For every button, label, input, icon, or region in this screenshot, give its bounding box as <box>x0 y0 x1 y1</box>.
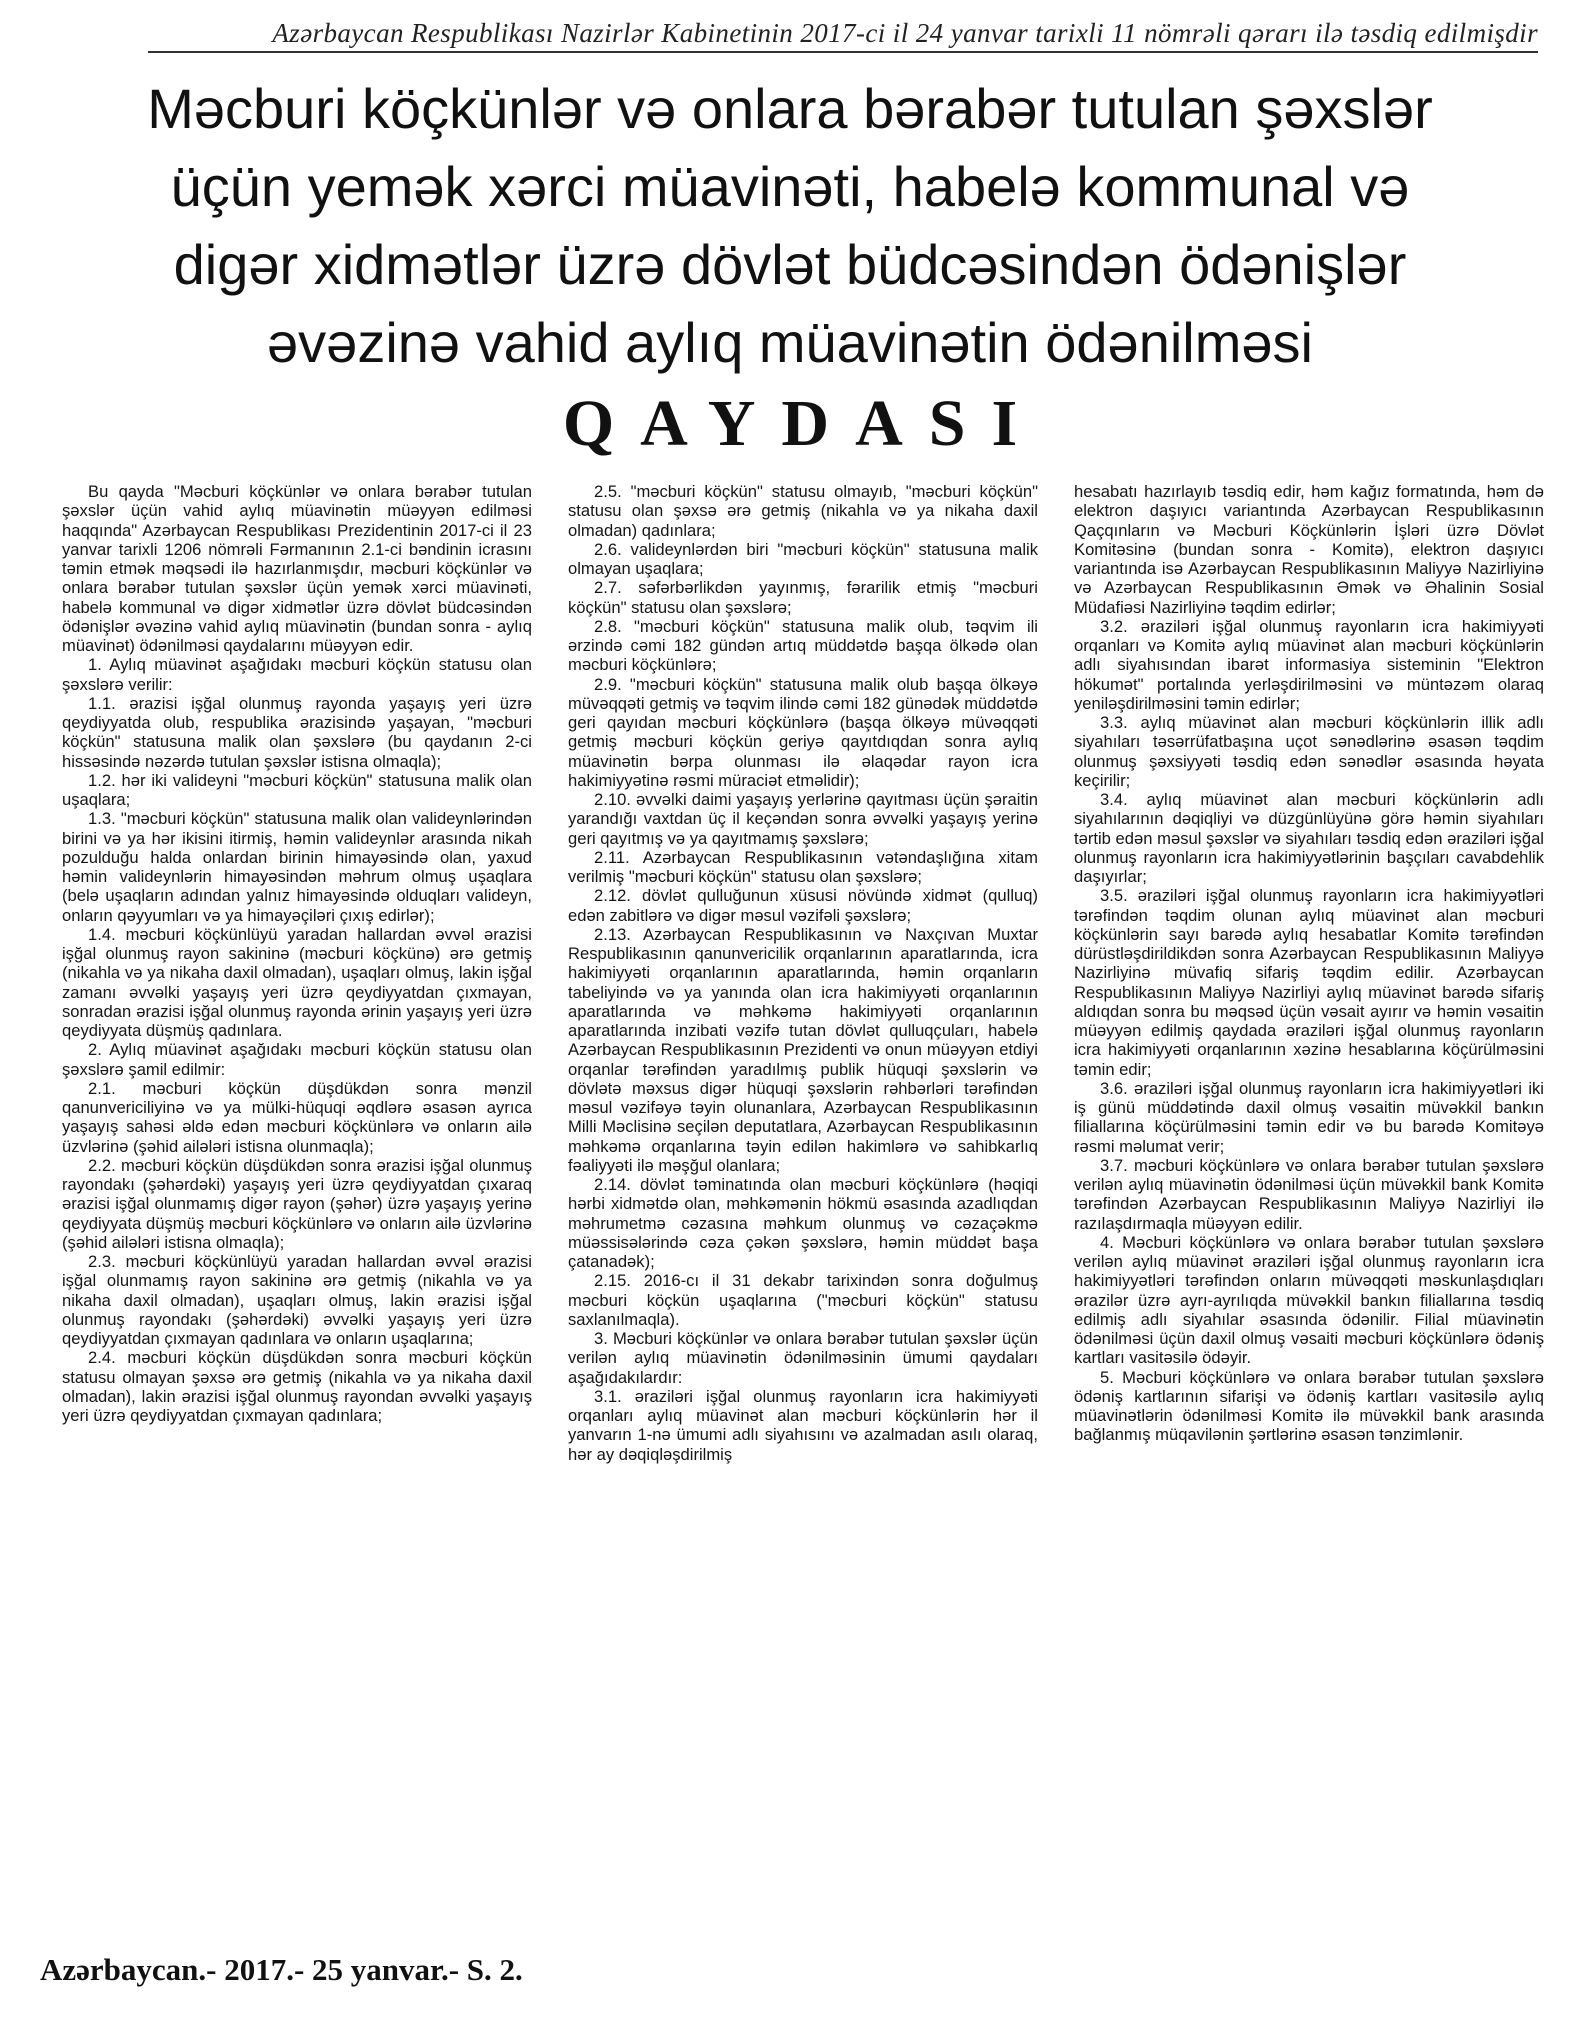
paragraph: 2.3. məcburi köçkünlüyü yaradan hallardan əvvəl ərazisi işğal olunmamış rayon sakininə ərə getmiş (nikahla və ya nikaha daxil olmadan), uşaqları olmuş, lakin ərazisi işğal olunmuş rayondakı (şəhərdəki) əvvəlki yaşayış yeri üzrə qeydiyyatdan çıxmayan qadınlara və onların uşaqlarına; <box>62 1252 532 1348</box>
paragraph: Bu qayda "Məcburi köçkünlər və onlara bərabər tutulan şəxslər üçün vahid aylıq müavinətin müəyyən edilməsi haqqında" Azərbaycan Respublikası Prezidentinin 2017-ci il 23 yanvar tarixli 1206 nömrəli Fərmanının 2.1-ci bəndinin icrasını təmin etmək məqsədi ilə hazırlanmışdır, məcburi köçkünlər və onlara bərabər tutulan şəxslər üçün yemək xərci müavinəti, habelə kommunal və digər xidmətlər üzrə dövlət büdcəsindən ödənişlər əvəzinə vahid aylıq müavinətin (bundan sonra - aylıq müavinət) ödənilməsi qaydalarını müəyyən edir. <box>62 482 532 655</box>
paragraph: 1.3. "məcburi köçkün" statusuna malik olan valideynlərindən birini və ya hər ikisini itirmiş, həmin valideynlər arasında nikah pozulduğu halda onlardan birinin himayəsində olan, yaxud həmin valideynlərin himayəsindən məhrum olmuş uşaqlara (belə uşaqların adından yalnız himayəsində olduqları valideyn, onların qəyyumları və ya himayəçiləri çıxış edirlər); <box>62 809 532 925</box>
paragraph: 1.2. hər iki valideyni "məcburi köçkün" statusuna malik olan uşaqlara; <box>62 770 532 809</box>
text-column-1 <box>62 482 532 1920</box>
paragraph: 2.11. Azərbaycan Respublikasının vətəndaşlığına xitam verilmiş "məcburi köçkün" statusu olan şəxslərə; <box>568 847 1038 886</box>
paragraph: 2.6. valideynlərdən biri "məcburi köçkün" statusuna malik olmayan uşaqlara; <box>568 539 1038 578</box>
paragraph: 2.4. məcburi köçkün düşdükdən sonra məcburi köçkün statusu olmayan şəxsə ərə getmiş (nikahla və ya nikaha daxil olmadan), lakin ərazisi işğal olunmuş rayondan əvvəlki yaşayış yeri üzrə qeydiyyatdan çıxmayan qadınlara; <box>62 1348 532 1425</box>
paragraph: 3.2. əraziləri işğal olunmuş rayonların icra hakimiyyəti orqanları və Komitə aylıq müavinət alan məcburi köçkünlərin adlı siyahısından ibarət informasiya sisteminin "Elektron hökumət" portalında yerləşdirilməsini və müntəzəm olaraq yeniləşdirilməsini təmin edirlər; <box>1074 616 1544 713</box>
paragraph: 2.13. Azərbaycan Respublikasının və Naxçıvan Muxtar Respublikasının qanunvericilik orqanlarının aparatlarında, icra hakimiyyəti orqanlarının aparatlarında, həmin orqanların tabeliyində və ya yanında olan icra hakimiyyəti orqanlarının aparatlarında və məhkəmə hakimiyyəti orqanlarının aparatlarında inzibati vəzifə tutan dövlət qulluqçuları, habelə Azərbaycan Respublikasının Prezidenti və onun müəyyən etdiyi orqanlar tərəfindən yaradılmış publik hüquqi şəxslərin və dövlətə məxsus digər hüquqi şəxslərin rəhbərləri tərəfindən məsul vəzifəyə təyin olunanlara, Azərbaycan Respublikasının Milli Məclisinə seçilən deputatlara, Azərbaycan Respublikasının məhkəmə orqanlarına təyin edilən hakimlərə və sahibkarlıq fəaliyyəti ilə məşğul olanlara; <box>568 924 1038 1175</box>
paragraph: 2. Aylıq müavinət aşağıdakı məcburi köçkün statusu olan şəxslərə şamil edilmir: <box>62 1040 532 1079</box>
paragraph: 5. Məcburi köçkünlərə və onlara bərabər tutulan şəxslərə ödəniş kartlarının sifarişi və ödəniş kartları vasitəsilə aylıq müavinətlərin ödənilməsi Komitə ilə müvəkkil bank arasında bağlanmış müqavilənin şərtlərinə əsasən tənzimlənir. <box>1074 1367 1544 1445</box>
paragraph: 3.3. aylıq müavinət alan məcburi köçkünlərin illik adlı siyahıları təsərrüfatbaşına uçot sənədlərinə əsasən təqdim olunmuş şəxsiyyəti təsdiq edən sənədlər əsasında həyata keçirilir; <box>1074 713 1544 790</box>
approval-note: Azərbaycan Respublikası Nazirlər Kabinetinin 2017-ci il 24 yanvar tarixli 11 nömrəli qərarı ilə təsdiq edilmişdir <box>148 18 1538 53</box>
paragraph: 2.5. "məcburi köçkün" statusu olmayıb, "məcburi köçkün" statusu olan şəxsə ərə getmiş (nikahla və ya nikaha daxil olmadan) qadınlara; <box>568 482 1038 540</box>
title-line: Məcburi köçkünlər və onlara bərabər tutulan şəxslər <box>147 77 1433 140</box>
paragraph: 2.2. məcburi köçkün düşdükdən sonra ərazisi işğal olunmuş rayondakı (şəhərdəki) yaşayış yeri üzrə qeydiyyatdan çıxaraq ərazisi işğal olunmamış digər rayon (şəhər) üzrə yaşayış yerinə qeydiyyata düşmüş məcburi köçkünlərə və onların ailə üzvlərinə (şəhid ailələri istisna olmaqla); <box>62 1155 532 1252</box>
paragraph: 3.6. əraziləri işğal olunmuş rayonların icra hakimiyyətləri iki iş günü müddətində daxil olmuş vəsaitin müvəkkil bankın filiallarına köçürülməsini təmin edir və bu barədə Komitəyə rəsmi məlumat verir; <box>1074 1078 1544 1156</box>
source-citation: Azərbaycan.- 2017.- 25 yanvar.- S. 2. <box>40 1952 523 1987</box>
paragraph: 1. Aylıq müavinət aşağıdakı məcburi köçkün statusu olan şəxslərə verilir: <box>62 655 532 694</box>
paragraph: 2.8. "məcburi köçkün" statusuna malik olub, təqvim ili ərzində cəmi 182 gündən artıq müddətdə başqa ölkədə olan məcburi köçkünlərə; <box>568 616 1038 675</box>
document-subtitle: QAYDASI <box>562 387 1044 460</box>
paragraph: 3.1. əraziləri işğal olunmuş rayonların icra hakimiyyəti orqanları aylıq müavinət alan məcburi köçkünlərin hər il yanvarın 1-nə ümumi adlı siyahısını və azalmadan asılı olaraq, hər ay dəqiqləşdirilmiş <box>568 1386 1038 1464</box>
paragraph: 1.1. ərazisi işğal olunmuş rayonda yaşayış yeri üzrə qeydiyyatda olub, respublika ərazisində yaşayan, "məcburi köçkün" statusuna malik olan şəxslərə (bu qaydanın 2-ci hissəsində nəzərdə tutulan şəxslər istisna olmaqla); <box>62 693 532 771</box>
title-line: üçün yemək xərci müavinəti, habelə kommunal və <box>170 155 1410 218</box>
paragraph: 2.14. dövlət təminatında olan məcburi köçkünlərə (həqiqi hərbi xidmətdə olan, məhkəmənin hökmü əsasında azadlıqdan məhrumetmə cəzasına məhkum olunmuş və cəzaçəkmə müəssisələrində cəza çəkən şəxslərə, həmin müddət başa çatanadək); <box>568 1175 1038 1271</box>
text-column-2 <box>568 482 1038 1920</box>
paragraph: 3. Məcburi köçkünlər və onlara bərabər tutulan şəxslər üçün verilən aylıq müavinətin ödənilməsinin ümumi qaydaları aşağıdakılardır: <box>568 1329 1038 1387</box>
paragraph: 2.1. məcburi köçkün düşdükdən sonra mənzil qanunvericiliyinə və ya mülki-hüquqi əqdlərə əsasən ayrıca yaşayış sahəsi əldə edən məcburi köçkünlərə və onların ailə üzvlərinə (şəhid ailələri istisna olunmaqla); <box>62 1078 532 1156</box>
paragraph: 2.12. dövlət qulluğunun xüsusi növündə xidmət (qulluq) edən zabitlərə və digər məsul vəzifəli şəxslərə; <box>568 886 1038 925</box>
title-line: əvəzinə vahid aylıq müavinətin ödənilməsi <box>267 311 1313 374</box>
paragraph: 2.15. 2016-cı il 31 dekabr tarixindən sonra doğulmuş məcburi köçkün uşaqlarına ("məcburi köçkün" statusu saxlanılmaqla). <box>568 1271 1038 1329</box>
paragraph: 2.9. "məcburi köçkün" statusuna malik olub başqa ölkəyə müvəqqəti getmiş və təqvim ilində cəmi 182 günədək müddətdə geri qayıdan məcburi köçkünlərə (başqa ölkəyə müvəqqəti getmiş məcburi köçkün geriyə qayıtdıqdan sonra aylıq müavinətin bərpa olunması ilə əlaqədar rayon icra hakimiyyətinə rəsmi müraciət etməlidir); <box>568 674 1038 790</box>
paragraph: 3.5. əraziləri işğal olunmuş rayonların icra hakimiyyətləri tərəfindən təqdim olunan aylıq müavinət alan məcburi köçkünlərin sayı barədə aylıq hesabatlar Komitə tərəfindən dürüstləşdirildikdən sonra Azərbaycan Respublikasının Maliyyə Nazirliyinə müvafiq sifariş təqdim edilir. Azərbaycan Respublikasının Maliyyə Nazirliyi aylıq müavinət barədə sifariş aldıqdan sonra bu məqsəd üçün vəsait ayırır və həmin vəsaitin müəyyən edilmiş qaydada əraziləri işğal olunmuş rayonların icra hakimiyyəti orqanlarının xəzinə hesablarına köçürülməsini təmin edir; <box>1074 886 1544 1079</box>
title-line: digər xidmətlər üzrə dövlət büdcəsindən ödənişlər <box>173 233 1407 296</box>
paragraph: hesabatı hazırlayıb təsdiq edir, həm kağız formatında, həm də elektron daşıyıcı variantında Azərbaycan Respublikasının Qaçqınların və Məcburi Köçkünlərin İşləri üzrə Dövlət Komitəsinə (bundan sonra - Komitə), elektron daşıyıcı variantında isə Azərbaycan Respublikasının Maliyyə Nazirliyinə və Azərbaycan Respublikasının Əmək və Əhalinin Sosial Müdafiəsi Nazirliyinə təqdim edirlər; <box>1074 482 1544 617</box>
body-columns <box>62 482 1544 1920</box>
document-title <box>40 70 1540 382</box>
paragraph: 1.4. məcburi köçkünlüyü yaradan hallardan əvvəl ərazisi işğal olunmuş rayon sakininə (məcburi köçkünə) ərə getmiş (nikahla və ya nikaha daxil olmadan), uşaqları olmuş, lakin işğal zamanı əvvəlki yaşayış yeri üzrə qeydiyyatdan çıxmayan, sonradan ərazisi işğal olunmuş rayonda ərinin yaşayış yeri üzrə qeydiyyata düşmüş qadınlara. <box>62 924 532 1040</box>
paragraph: 4. Məcburi köçkünlərə və onlara bərabər tutulan şəxslərə verilən aylıq müavinət əraziləri işğal olunmuş rayonların icra hakimiyyətləri tərəfindən onların müvəqqəti məskunlaşdıqları ərazilər üzrə ayrı-ayrılıqda müvəkkil bankın filiallarına təsdiq edilmiş adlı siyahılar əsasında ödənilir. Filial müavinətin ödənilməsi üçün daxil olmuş vəsaiti məcburi köçkünlərə ödəniş kartları vasitəsilə ödəyir. <box>1074 1232 1544 1368</box>
paragraph: 3.7. məcburi köçkünlərə və onlara bərabər tutulan şəxslərə verilən aylıq müavinətin ödənilməsi üçün müvəkkil bank Komitə tərəfindən Azərbaycan Respublikasının Maliyyə Nazirliyi ilə razılaşdırmaqla müəyyən edilir. <box>1074 1155 1544 1233</box>
paragraph: 2.10. əvvəlki daimi yaşayış yerlərinə qayıtması üçün şəraitin yarandığı vaxtdan üç il keçəndən sonra əvvəlki yaşayış yerinə geri qayıtmış və ya qayıtmamış şəxslərə; <box>568 790 1038 848</box>
paragraph: 2.7. səfərbərlikdən yayınmış, fərarilik etmiş "məcburi köçkün" statusu olan şəxslərə; <box>568 578 1038 617</box>
paragraph: 3.4. aylıq müavinət alan məcburi köçkünlərin adlı siyahılarının dəqiqliyi və düzgünlüyünə görə həmin siyahıları tərtib edən məsul şəxslər və siyahıları təsdiq edən əraziləri işğal olunmuş rayonların icra hakimiyyətlərinin başçıları cavabdehlik daşıyırlar; <box>1074 790 1544 886</box>
text-column-3 <box>1074 482 1544 1920</box>
